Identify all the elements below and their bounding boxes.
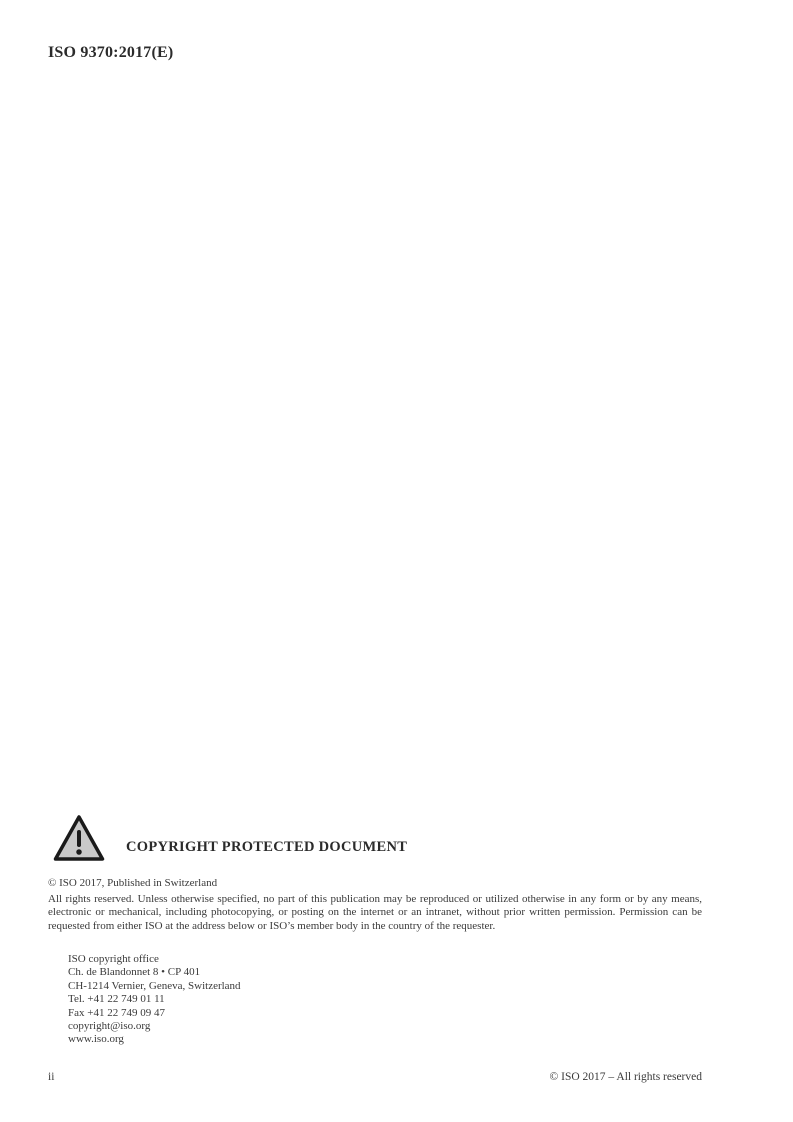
warning-triangle-icon bbox=[52, 812, 106, 864]
address-line-fax: Fax +41 22 749 09 47 bbox=[68, 1006, 165, 1019]
address-line-street: Ch. de Blandonnet 8 • CP 401 bbox=[68, 966, 201, 979]
address-line-city: CH-1214 Vernier, Geneva, Switzerland bbox=[68, 979, 241, 992]
footer-copyright-notice: © ISO 2017 – All rights reserved bbox=[549, 1071, 702, 1083]
address-block bbox=[68, 953, 241, 1047]
address-line-office: ISO copyright office bbox=[68, 953, 159, 965]
rights-paragraph: All rights reserved. Unless otherwise specified, no part of this publication may be reproduced or utilized otherwise in any form or by any means, electronic or mechanical, including photocopying, or posting on the internet or an intranet, without prior written permission. Permission can be requested from either ISO at the address below or ISO’s member body in the country of the requester. bbox=[48, 893, 702, 932]
address-line-tel: Tel. +41 22 749 01 11 bbox=[68, 993, 165, 1006]
address-line-email: copyright@iso.org bbox=[68, 1020, 151, 1033]
page-footer bbox=[48, 1071, 702, 1083]
copyright-banner-heading: COPYRIGHT PROTECTED DOCUMENT bbox=[126, 838, 408, 855]
copyright-banner bbox=[52, 812, 702, 864]
address-line-website: www.iso.org bbox=[68, 1033, 124, 1046]
page-number: ii bbox=[48, 1071, 55, 1083]
publish-line: © ISO 2017, Published in Switzerland bbox=[48, 877, 218, 889]
document-number: ISO 9370:2017(E) bbox=[48, 44, 174, 61]
